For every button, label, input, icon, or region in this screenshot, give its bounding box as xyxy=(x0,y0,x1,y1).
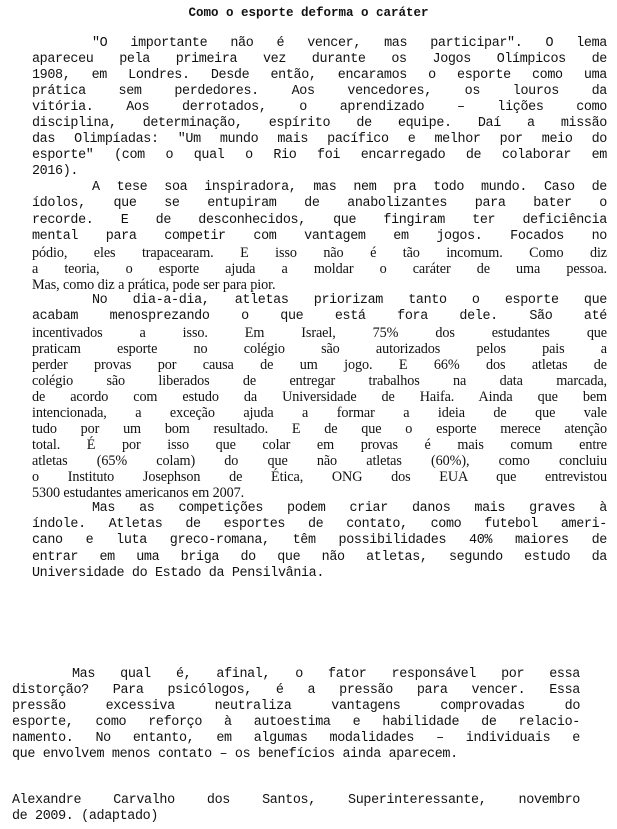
source-citation xyxy=(12,793,580,825)
paragraph-2 xyxy=(32,180,607,292)
article-body xyxy=(32,36,607,582)
text-line: atletas (65% colam) do que não atletas (60%), como concluiu xyxy=(32,453,607,470)
text-line: prática sem perdedores. Aos vencedores, os louros da xyxy=(32,84,607,100)
text-line: das Olimpíadas: "Um mundo mais pacífico e melhor por meio do xyxy=(32,132,607,148)
text-line: 5300 estudantes americanos em 2007. xyxy=(32,485,245,502)
text-line: incentivados a isso. Em Israel, 75% dos estudantes que xyxy=(32,324,607,341)
text-line: vitória. Aos derrotados, o aprendizado – lições como xyxy=(32,100,607,116)
text-line: colégio são liberados de entregar trabalhos na data marcada, xyxy=(32,372,607,389)
text-line: apareceu pela primeira vez durante os Jogos Olímpicos de xyxy=(32,52,607,68)
paragraph-1 xyxy=(32,36,607,180)
text-line: ídolos, que se entupiram de anabolizantes para bater o xyxy=(32,196,607,212)
text-line: praticam esporte no colégio são autorizados pelos pais a xyxy=(32,340,607,357)
paragraph-3 xyxy=(32,293,607,502)
text-line: índole. Atletas de esportes de contato, como futebol ameri- xyxy=(32,517,607,533)
closing-paragraph xyxy=(12,667,580,763)
text-line: pressão excessiva neutraliza vantagens comprovadas do xyxy=(12,699,580,715)
text-line: de acordo com estudo da Universidade de Haifa. Ainda que bem xyxy=(32,389,607,406)
text-line: Mas as competições podem criar danos mais graves à xyxy=(92,501,607,517)
text-line: 1908, em Londres. Desde então, encaramos o esporte como uma xyxy=(32,68,607,84)
text-line: que envolvem menos contato – os benefícios ainda aparecem. xyxy=(12,747,458,763)
text-line: Mas qual é, afinal, o fator responsável por essa xyxy=(72,667,580,682)
document-title: Como o esporte deforma o caráter xyxy=(188,6,429,20)
text-line: Mas, como diz a prática, pode ser para pior. xyxy=(32,276,276,293)
text-line: No dia-a-dia, atletas priorizam tanto o esporte que xyxy=(92,292,607,308)
text-line: "O importante não é vencer, mas participar". O lema xyxy=(92,36,607,51)
text-line: de 2009. (adaptado) xyxy=(12,809,159,825)
text-line: intencionada, a exceção ajuda a formar a ideia de que vale xyxy=(32,405,607,422)
text-line: perder provas por causa de um jogo. E 66% dos atletas de xyxy=(32,356,607,373)
text-line: total. É por isso que colar em provas é mais comum entre xyxy=(32,437,607,454)
text-line: a teoria, o esporte ajuda a moldar o caráter de uma pessoa. xyxy=(32,260,607,277)
text-line: distorção? Para psicólogos, é a pressão para vencer. Essa xyxy=(12,683,580,699)
text-line: disciplina, determinação, espírito de equipe. Daí a missão xyxy=(32,116,607,132)
text-line: entrar em uma briga do que não atletas, segundo estudo da xyxy=(32,549,607,565)
text-line: acabam menosprezando o que está fora dele. São até xyxy=(32,308,607,324)
text-line: o Instituto Josephson de Ética, ONG dos EUA que entrevistou xyxy=(32,469,607,486)
text-line: namento. No entanto, em algumas modalidades – individuais e xyxy=(12,731,580,747)
text-line: tudo por um bom resultado. E de que o esporte merece atenção xyxy=(32,421,607,438)
text-line: Alexandre Carvalho dos Santos, Superinteressante, novembro xyxy=(12,793,580,808)
text-line: esporte, como reforço à autoestima e habilidade de relacio- xyxy=(12,715,580,731)
text-line: esporte" (com o qual o Rio foi encarregado de colaborar em xyxy=(32,148,607,164)
text-line: cano e luta greco-romana, têm possibilidades 40% maiores de xyxy=(32,533,607,549)
text-line: A tese soa inspiradora, mas nem pra todo mundo. Caso de xyxy=(92,180,607,196)
text-line: 2016). xyxy=(32,164,79,180)
text-line: mental para competir com vantagem em jogos. Focados no xyxy=(32,228,607,244)
text-line: Universidade do Estado da Pensilvânia. xyxy=(32,565,325,581)
text-line: recorde. E de desconhecidos, que fingiram ter deficiência xyxy=(32,212,607,228)
paragraph-4 xyxy=(32,501,607,581)
text-line: pódio, eles trapacearam. E isso não é tão incomum. Como diz xyxy=(32,244,607,261)
